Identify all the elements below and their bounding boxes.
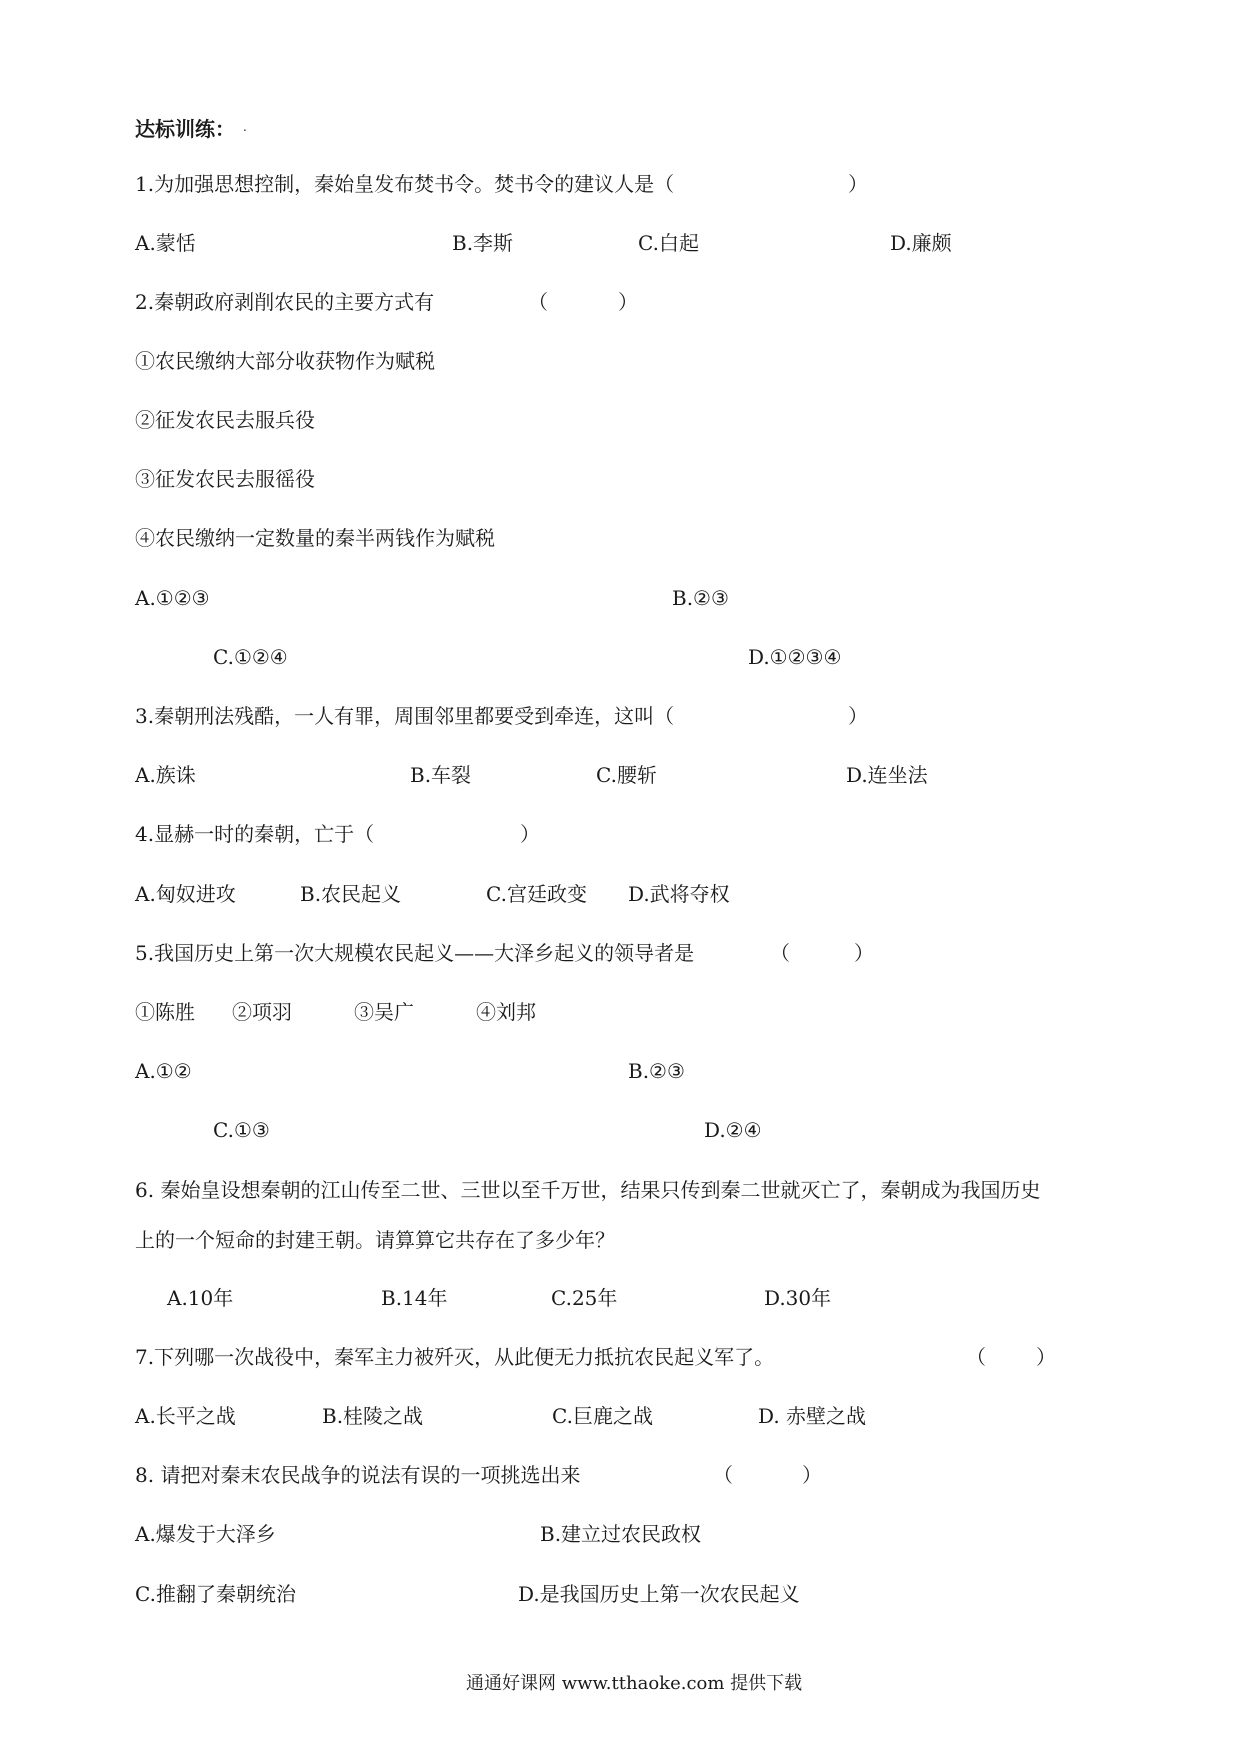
q8-stem: 8. 请把对秦末农民战争的说法有误的一项挑选出来 <box>135 1463 581 1487</box>
q2-item-1: ①农民缴纳大部分收获物作为赋税 <box>135 349 435 373</box>
q3-paren-close: ） <box>848 704 868 728</box>
section-heading: 达标训练： <box>135 117 235 141</box>
q1-option-c: C.白起 <box>638 231 699 255</box>
q4-option-a: A.匈奴进攻 <box>135 882 236 906</box>
q2-item-3: ③征发农民去服徭役 <box>135 467 315 491</box>
q5-option-b: B.②③ <box>628 1059 685 1083</box>
q7-stem: 7.下列哪一次战役中，秦军主力被歼灭，从此便无力抵抗农民起义军了。 <box>135 1345 775 1369</box>
heading-dot: . <box>243 120 247 134</box>
q8-option-a: A.爆发于大泽乡 <box>135 1522 276 1546</box>
q5-option-a: A.①② <box>135 1059 192 1083</box>
q5-option-c: C.①③ <box>213 1118 270 1142</box>
q2-stem: 2.秦朝政府剥削农民的主要方式有 <box>135 290 435 314</box>
q3-stem: 3.秦朝刑法残酷，一人有罪，周围邻里都要受到牵连，这叫（ <box>135 704 675 728</box>
q6-stem-line1: 6. 秦始皇设想秦朝的江山传至二世、三世以至千万世，结果只传到秦二世就灭亡了，秦朝成为我国历史 <box>135 1178 1041 1202</box>
q3-option-c: C.腰斩 <box>596 763 657 787</box>
q7-option-c: C.巨鹿之战 <box>552 1404 653 1428</box>
q2-option-a: A.①②③ <box>135 586 210 610</box>
q4-stem: 4.显赫一时的秦朝，亡于（ <box>135 822 375 846</box>
q4-option-c: C.宫廷政变 <box>486 882 587 906</box>
q5-item-1: ①陈胜 <box>135 1000 195 1024</box>
q1-stem: 1.为加强思想控制，秦始皇发布焚书令。焚书令的建议人是（ <box>135 172 675 196</box>
q2-option-c: C.①②④ <box>213 645 288 669</box>
q2-option-b: B.②③ <box>672 586 729 610</box>
q6-option-b: B.14年 <box>381 1286 448 1310</box>
q3-option-d: D.连坐法 <box>846 763 928 787</box>
q4-paren-close: ） <box>520 822 540 846</box>
q4-option-b: B.农民起义 <box>300 882 402 906</box>
q5-item-3: ③吴广 <box>354 1000 414 1024</box>
q4-option-d: D.武将夺权 <box>628 882 730 906</box>
q2-option-d: D.①②③④ <box>748 645 842 669</box>
q2-paren-open: （ <box>528 290 548 314</box>
q6-option-d: D.30年 <box>764 1286 832 1310</box>
q6-stem-line2: 上的一个短命的封建王朝。请算算它共存在了多少年？ <box>135 1228 615 1252</box>
q2-item-4: ④农民缴纳一定数量的秦半两钱作为赋税 <box>135 526 495 550</box>
q7-paren-close: ） <box>1036 1345 1056 1369</box>
q1-option-a: A.蒙恬 <box>135 231 196 255</box>
q7-option-b: B.桂陵之战 <box>322 1404 424 1428</box>
q3-option-a: A.族诛 <box>135 763 196 787</box>
q5-item-2: ②项羽 <box>232 1000 292 1024</box>
q5-stem: 5.我国历史上第一次大规模农民起义——大泽乡起义的领导者是 <box>135 941 695 965</box>
q6-option-c: C.25年 <box>551 1286 618 1310</box>
q5-option-d: D.②④ <box>704 1118 762 1142</box>
q5-paren-open: （ <box>770 941 790 965</box>
q2-item-2: ②征发农民去服兵役 <box>135 408 315 432</box>
q8-option-b: B.建立过农民政权 <box>540 1522 702 1546</box>
q1-paren-close: ） <box>848 172 868 196</box>
q5-paren-close: ） <box>854 941 874 965</box>
q8-paren-close: ） <box>802 1463 822 1487</box>
q1-option-b: B.李斯 <box>452 231 514 255</box>
q7-option-a: A.长平之战 <box>135 1404 236 1428</box>
q7-option-d: D. 赤壁之战 <box>758 1404 867 1428</box>
q7-paren-open: （ <box>966 1345 986 1369</box>
q1-option-d: D.廉颇 <box>890 231 952 255</box>
page-footer: 通通好课网 www.tthaoke.com 提供下载 <box>466 1673 803 1694</box>
q3-option-b: B.车裂 <box>410 763 472 787</box>
q5-item-4: ④刘邦 <box>476 1000 536 1024</box>
q8-option-c: C.推翻了秦朝统治 <box>135 1582 296 1606</box>
q8-option-d: D.是我国历史上第一次农民起义 <box>518 1582 800 1606</box>
q8-paren-open: （ <box>713 1463 733 1487</box>
q2-paren-close: ） <box>618 290 638 314</box>
q6-option-a: A.10年 <box>167 1286 234 1310</box>
